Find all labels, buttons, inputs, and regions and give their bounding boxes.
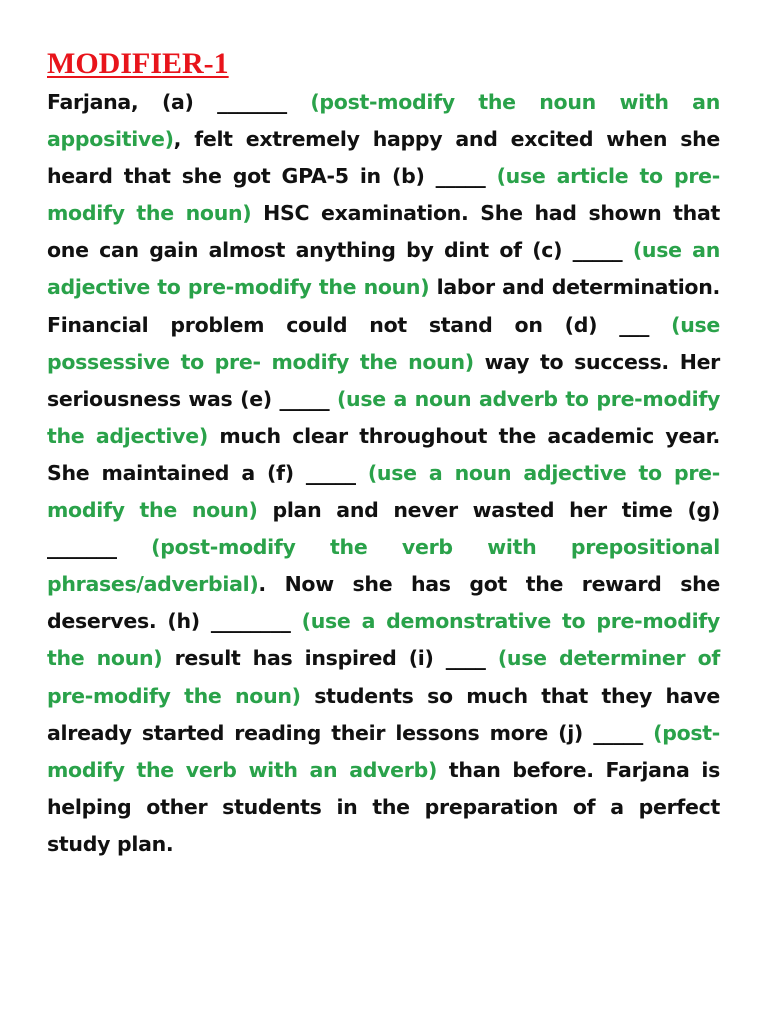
passage-text: much clear throughout the academic year. She maintained a (f) _____ <box>47 423 720 485</box>
instruction-hint-i: (use determiner of pre-modify the noun) <box>47 646 720 708</box>
passage-text: Farjana, (a) _______ <box>47 90 311 114</box>
passage-text: HSC examination. She had shown that one can gain almost anything by dint of (c) _____ <box>47 201 721 263</box>
passage-text: result has inspired (i) ____ <box>162 646 498 671</box>
instruction-hint-e: (use a noun adverb to pre-modify the adjective) <box>47 386 721 448</box>
passage-text: students so much that they have already started reading their lessons more (j) _____ <box>47 683 720 745</box>
document-page <box>47 44 720 863</box>
instruction-hint-g: (post-modify the verb with prepositional phrases/adverbial) <box>47 535 720 597</box>
passage-text: . Now she has got the reward she deserves. (h) ________ <box>47 572 720 634</box>
instruction-hint-c: (use an adjective to pre-modify the noun) <box>47 238 720 300</box>
exercise-passage <box>47 84 720 863</box>
instruction-hint-j: (post-modify the verb with an adverb) <box>47 720 720 782</box>
instruction-hint-b: (use article to pre-modify the noun) <box>47 164 720 226</box>
passage-text: than before. Farjana is helping other students in the preparation of a perfect study plan. <box>47 757 720 856</box>
document-title: MODIFIER-1 <box>47 47 229 80</box>
instruction-hint-d: (use possessive to pre- modify the noun) <box>47 312 720 374</box>
passage-text: , felt extremely happy and excited when she heard that she got GPA-5 in (b) _____ <box>47 127 720 189</box>
instruction-hint-f: (use a noun adjective to pre-modify the noun) <box>47 460 720 523</box>
instruction-hint-a: (post-modify the noun with an appositive) <box>47 90 720 152</box>
passage-text: labor and determination. Financial problem could not stand on (d) ___ <box>47 275 720 337</box>
instruction-hint-h: (use a demonstrative to pre-modify the noun) <box>47 609 720 671</box>
passage-text: way to success. Her seriousness was (e) _____ <box>47 349 720 411</box>
passage-text: plan and never wasted her time (g) _______ <box>47 498 721 560</box>
